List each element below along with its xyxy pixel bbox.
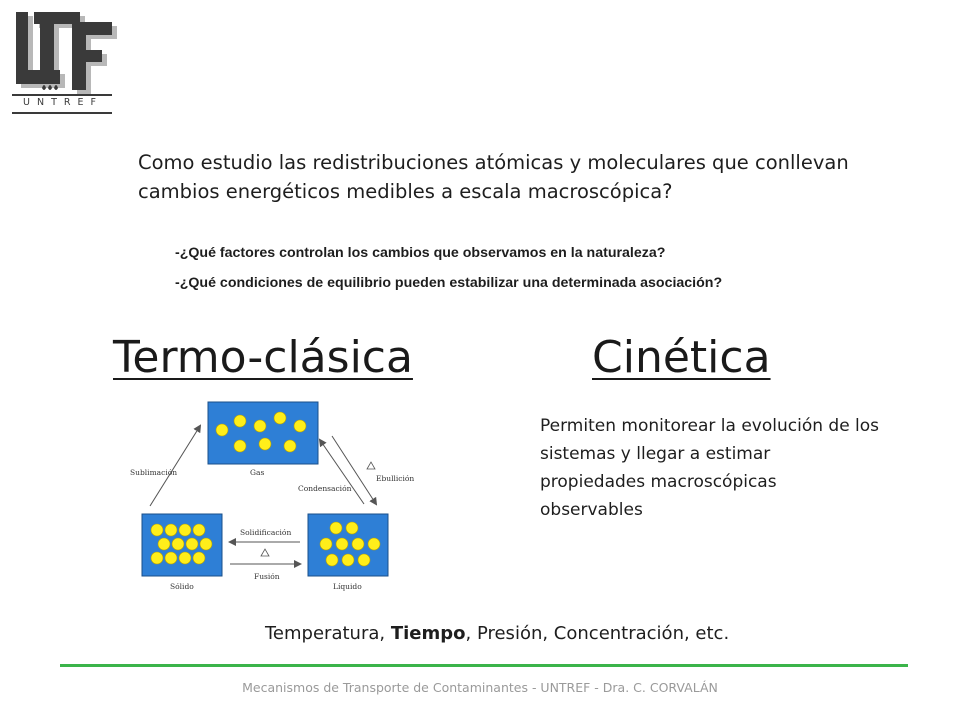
sublimation-label: Sublimación — [130, 468, 178, 477]
boiling-label: Ebullición — [376, 474, 415, 483]
delta-icon — [367, 462, 375, 469]
phase-diagram-svg — [120, 396, 490, 596]
heading-cinetica: Cinética — [592, 332, 771, 383]
variables-part1: Temperatura, — [265, 623, 391, 644]
question-equilibrium: -¿Qué condiciones de equilibrio pueden estabilizar una determinada asociación? — [175, 275, 723, 291]
question-factors: -¿Qué factores controlan los cambios que observamos en la naturaleza? — [175, 245, 666, 261]
footer-text: Mecanismos de Transporte de Contaminantes - UNTREF - Dra. C. CORVALÁN — [242, 680, 718, 695]
boiling-arrow — [332, 436, 376, 504]
solid-label: Sólido — [170, 582, 194, 591]
liquid-label: Líquido — [333, 582, 362, 591]
gas-label: Gas — [250, 468, 265, 477]
condensation-arrow — [320, 440, 364, 504]
logo-subtitle: UNTREF — [23, 97, 103, 108]
variables-line — [265, 623, 729, 644]
variables-part2: , Presión, Concentración, etc. — [465, 623, 730, 644]
solidification-label: Solidificación — [240, 528, 292, 537]
condensation-label: Condensación — [298, 484, 352, 493]
kinetics-description: Permiten monitorear la evolución de los sistemas y llegar a estimar propiedades macroscópicas observables — [540, 416, 880, 520]
variables-time: Tiempo — [390, 623, 466, 644]
solid-particles — [151, 524, 212, 564]
untref-logo — [10, 8, 120, 118]
intro-question: Como estudio las redistribuciones atómicas y moleculares que conllevan cambios energéticos medibles a escala macroscópica? — [138, 151, 849, 203]
phase-change-diagram — [120, 396, 490, 596]
sublimation-arrow — [150, 426, 200, 506]
delta-icon — [261, 549, 269, 556]
heading-termo-clasica: Termo-clásica — [113, 332, 413, 383]
footer-divider — [60, 664, 908, 667]
fusion-label: Fusión — [254, 572, 280, 581]
